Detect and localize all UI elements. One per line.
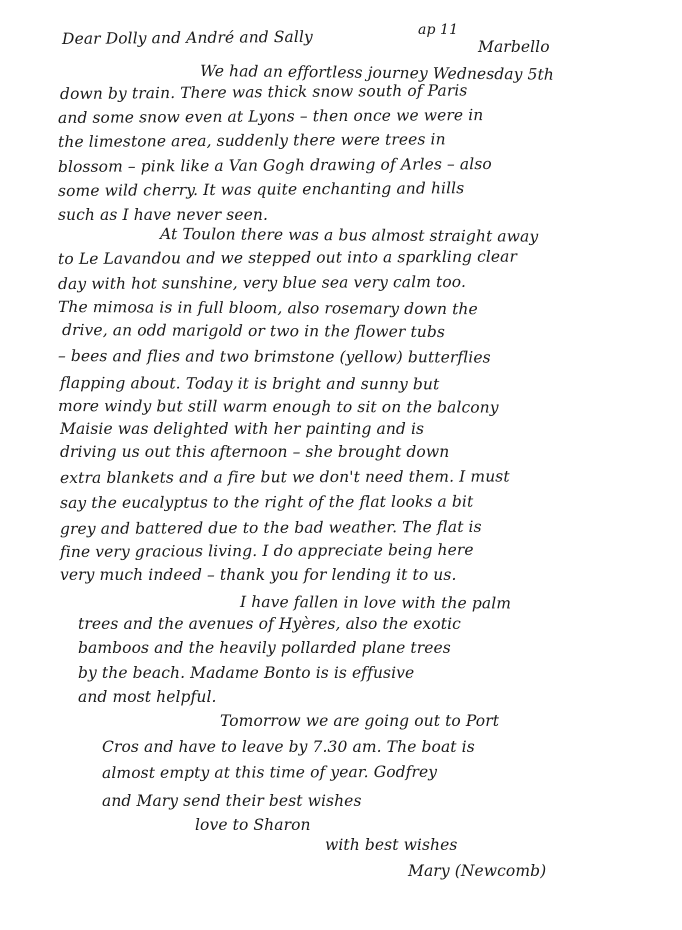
- salutation: Dear Dolly and André and Sally: [61, 27, 313, 48]
- letter-line: We had an effortless journey Wednesday 5th: [199, 62, 555, 84]
- letter-line: almost empty at this time of year. Godfrey: [101, 762, 438, 782]
- letter-line: such as I have never seen.: [58, 206, 269, 224]
- letter-line: grey and battered due to the bad weather. The flat is: [59, 517, 482, 538]
- letter-line: some wild cherry. It was quite enchanting and hills: [57, 179, 465, 200]
- letter-line: extra blankets and a fire but we don't need them. I must: [59, 467, 510, 487]
- letter-line: fine very gracious living. I do appreciate being here: [59, 540, 474, 561]
- letter-line: driving us out this afternoon – she brought down: [60, 443, 450, 461]
- letter-line: and most helpful.: [78, 688, 217, 706]
- letter-line: – bees and flies and two brimstone (yellow) butterflies: [57, 347, 491, 367]
- letter-line: I have fallen in love with the palm: [239, 593, 512, 613]
- letter-line: flapping about. Today it is bright and sunny but: [59, 374, 440, 394]
- closing: with best wishes: [325, 836, 458, 854]
- letter-line: love to Sharon: [195, 816, 311, 834]
- letter-line: to Le Lavandou and we stepped out into a sparkling clear: [57, 247, 518, 268]
- letter-line: drive, an odd marigold or two in the flower tubs: [61, 321, 446, 342]
- letter-date: ap 11: [418, 22, 459, 38]
- letter-line: say the eucalyptus to the right of the flat looks a bit: [59, 492, 474, 512]
- letter-line: the limestone area, suddenly there were trees in: [57, 130, 446, 151]
- letter-line: and some snow even at Lyons – then once we were in: [57, 106, 484, 127]
- letter-line: Tomorrow we are going out to Port: [220, 712, 500, 730]
- letter-line: very much indeed – thank you for lending it to us.: [60, 566, 457, 584]
- letter-line: The mimosa is in full bloom, also rosemary down the: [57, 298, 478, 319]
- letter-line: At Toulon there was a bus almost straight away: [159, 225, 539, 246]
- letter-line: trees and the avenues of Hyères, also the exotic: [78, 615, 461, 633]
- letter-line: more windy but still warm enough to sit on the balcony: [57, 397, 499, 417]
- letter-line: Cros and have to leave by 7.30 am. The boat is: [102, 738, 475, 756]
- letter-line: by the beach. Madame Bonto is is effusive: [78, 664, 415, 682]
- letter-line: Maisie was delighted with her painting and is: [60, 420, 425, 438]
- letter-line: blossom – pink like a Van Gogh drawing of Arles – also: [57, 154, 492, 176]
- letter-place: Marbello: [478, 38, 550, 56]
- letter-line: bamboos and the heavily pollarded plane trees: [78, 639, 451, 657]
- letter-line: down by train. There was thick snow south of Paris: [59, 81, 468, 103]
- letter-line: day with hot sunshine, very blue sea very calm too.: [57, 272, 467, 293]
- signature: Mary (Newcomb): [408, 862, 547, 880]
- letter-line: and Mary send their best wishes: [102, 792, 362, 810]
